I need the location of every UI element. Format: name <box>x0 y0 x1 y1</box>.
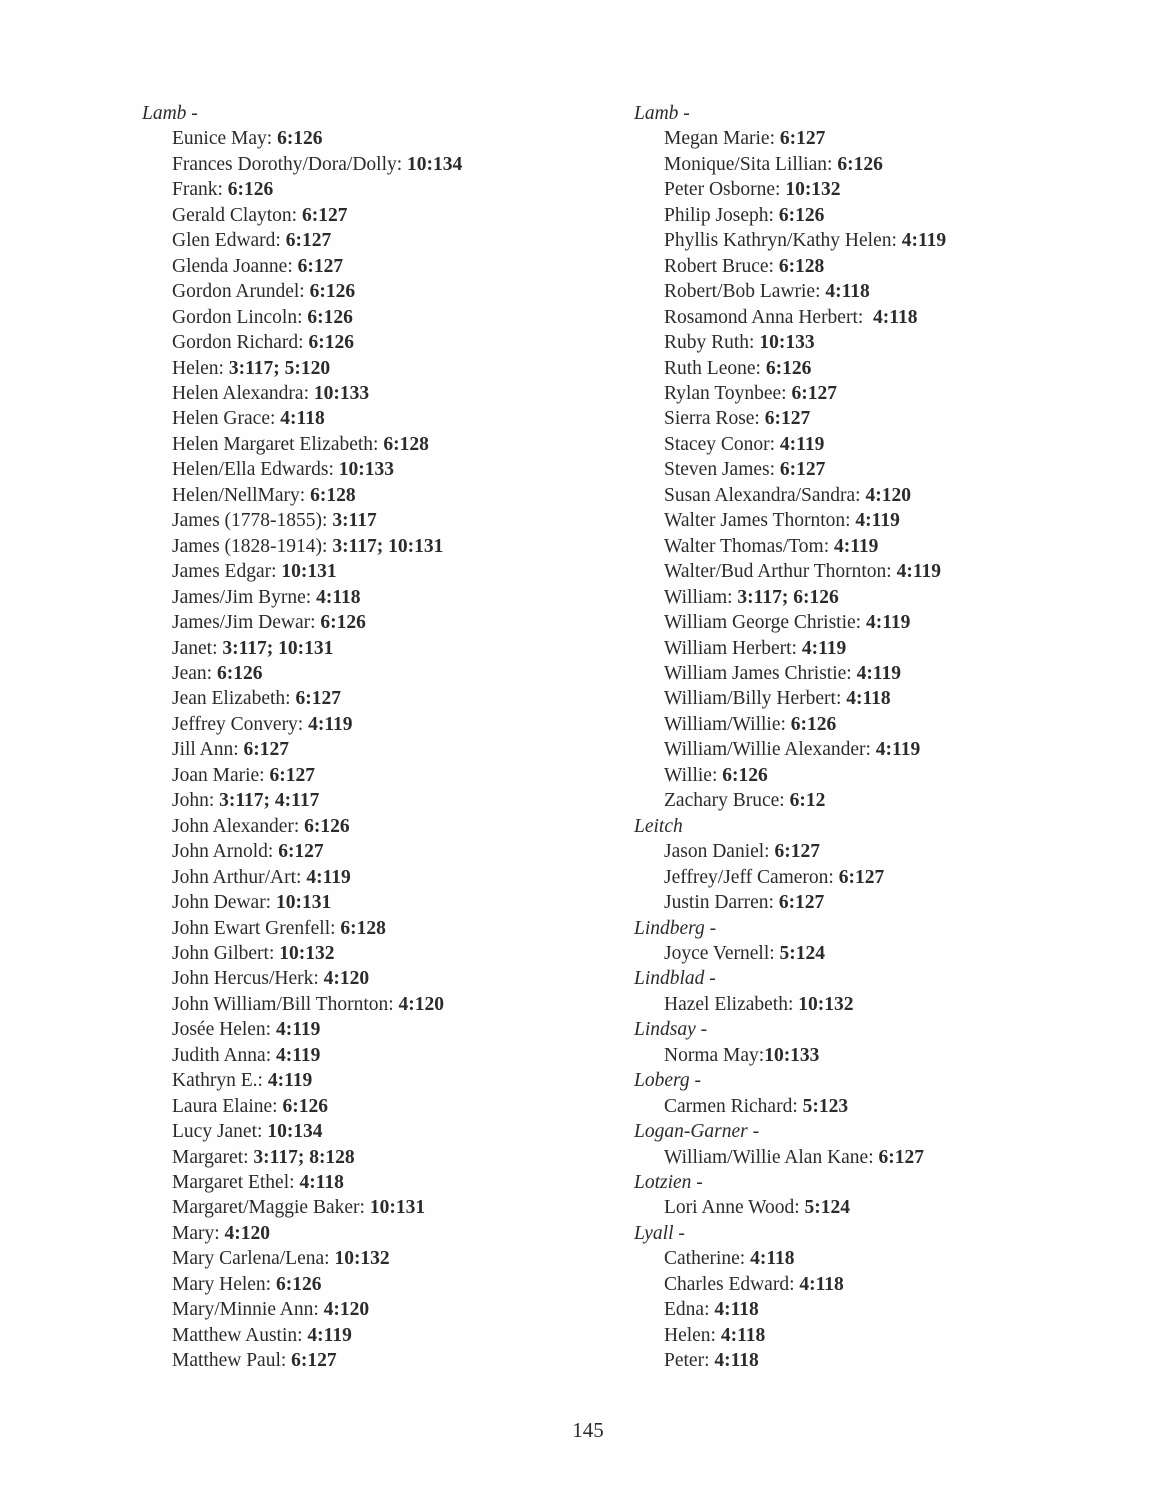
entry-name: Megan Marie: <box>664 128 780 150</box>
entry-name: Helen: <box>664 1324 721 1346</box>
index-entry <box>634 483 1074 508</box>
entry-name: James Edgar: <box>172 561 282 583</box>
entry-name: Jeffrey Convery: <box>172 713 309 735</box>
index-entry <box>634 865 1074 890</box>
index-entry <box>142 966 582 991</box>
entry-volume-page-reference: 6:126 <box>722 764 768 786</box>
index-entry <box>634 177 1074 202</box>
index-entry <box>142 559 582 584</box>
entry-volume-page-reference: 4:119 <box>779 433 825 455</box>
entry-name: Monique/Sita Lillian: <box>664 153 838 175</box>
index-entry <box>634 1323 1074 1348</box>
index-entry <box>142 279 582 304</box>
index-entry <box>634 330 1074 355</box>
entry-volume-page-reference: 10:133 <box>759 332 815 354</box>
entry-volume-page-reference: 4:119 <box>855 510 900 532</box>
entry-volume-page-reference: 6:127 <box>297 255 344 277</box>
index-entry <box>142 177 582 202</box>
index-entry <box>142 203 582 228</box>
entry-name: William George Christie: <box>664 612 866 634</box>
entry-name: Jeffrey/Jeff Cameron: <box>664 866 839 888</box>
entry-volume-page-reference: 10:133 <box>764 1044 820 1066</box>
entry-name: Jean: <box>172 662 217 684</box>
index-entry <box>634 661 1074 686</box>
entry-volume-page-reference: 6:127 <box>779 128 826 150</box>
index-entry <box>634 457 1074 482</box>
entry-volume-page-reference: 4:119 <box>865 612 911 634</box>
entry-name: Ruth Leone: <box>664 357 766 379</box>
entry-volume-page-reference: 6:127 <box>243 739 290 761</box>
entry-name: Philip Joseph: <box>664 204 779 226</box>
entry-volume-page-reference: 4:118 <box>799 1273 844 1295</box>
entry-name: Judith Anna: <box>172 1044 277 1066</box>
entry-volume-page-reference: 4:120 <box>323 968 370 990</box>
entry-volume-page-reference: 4:118 <box>873 306 918 328</box>
index-entry <box>634 254 1074 279</box>
index-entry <box>142 1145 582 1170</box>
index-entry <box>142 712 582 737</box>
entry-volume-page-reference: 4:120 <box>323 1299 370 1321</box>
index-entry <box>634 1246 1074 1271</box>
index-entry <box>142 1170 582 1195</box>
entry-volume-page-reference: 10:131 <box>281 561 337 583</box>
entry-name: James/Jim Dewar: <box>172 612 321 634</box>
entry-volume-page-reference: 4:119 <box>901 230 947 252</box>
entry-volume-page-reference: 4:119 <box>306 866 351 888</box>
index-entry <box>142 890 582 915</box>
entry-name: John Arnold: <box>172 841 279 863</box>
entry-volume-page-reference: 4:119 <box>275 1019 321 1041</box>
entry-name: James (1828-1914): <box>172 535 333 557</box>
index-entry <box>634 941 1074 966</box>
entry-name: Catherine: <box>664 1248 751 1270</box>
index-entry <box>142 254 582 279</box>
entry-volume-page-reference: 6:127 <box>269 764 315 786</box>
entry-volume-page-reference: 3:117; 5:120 <box>228 357 331 379</box>
index-entry <box>142 152 582 177</box>
entry-name: Gerald Clayton: <box>172 204 302 226</box>
index-entry <box>634 1272 1074 1297</box>
entry-name: Mary Carlena/Lena: <box>172 1248 335 1270</box>
entry-volume-page-reference: 10:133 <box>313 382 370 404</box>
entry-name: Helen Margaret Elizabeth: <box>172 433 384 455</box>
index-entry <box>634 406 1074 431</box>
entry-volume-page-reference: 4:119 <box>308 713 353 735</box>
entry-name: Rylan Toynbee: <box>664 382 792 404</box>
entry-volume-page-reference: 6:128 <box>310 484 356 506</box>
entry-name: Justin Darren: <box>664 892 779 914</box>
entry-name: James/Jim Byrne: <box>172 586 317 608</box>
entry-name: Frances Dorothy/Dora/Dolly: <box>172 153 408 175</box>
entry-name: Kathryn E.: <box>172 1070 268 1092</box>
entry-name: Margaret Ethel: <box>172 1172 300 1194</box>
entry-name: Hazel Elizabeth: <box>664 993 799 1015</box>
index-entry <box>634 992 1074 1017</box>
entry-volume-page-reference: 10:132 <box>798 993 854 1015</box>
entry-name: Sierra Rose: <box>664 408 765 430</box>
entry-volume-page-reference: 10:132 <box>279 942 335 964</box>
entry-volume-page-reference: 4:119 <box>801 637 847 659</box>
entry-volume-page-reference: 4:118 <box>846 688 891 710</box>
entry-volume-page-reference: 10:132 <box>785 179 841 201</box>
entry-name: Glenda Joanne: <box>172 255 298 277</box>
entry-volume-page-reference: 6:128 <box>778 255 825 277</box>
entry-volume-page-reference: 4:119 <box>834 535 879 557</box>
entry-volume-page-reference: 4:120 <box>865 484 911 506</box>
index-entry <box>634 1297 1074 1322</box>
entry-name: Joyce Vernell: <box>664 942 780 964</box>
entry-name: William James Christie: <box>664 662 857 684</box>
entry-name: Stacey Conor: <box>664 433 780 455</box>
entry-name: Matthew Paul: <box>172 1350 292 1372</box>
index-entry <box>142 483 582 508</box>
entry-name: William/Billy Herbert: <box>664 688 847 710</box>
entry-name: Susan Alexandra/Sandra: <box>664 484 866 506</box>
entry-name: Carmen Richard: <box>664 1095 803 1117</box>
entry-volume-page-reference: 6:128 <box>383 433 429 455</box>
entry-name: Walter James Thornton: <box>664 510 856 532</box>
entry-volume-page-reference: 6:126 <box>309 281 356 303</box>
entry-volume-page-reference: 6:126 <box>790 713 837 735</box>
entry-name: John Arthur/Art: <box>172 866 307 888</box>
entry-volume-page-reference: 10:131 <box>275 892 332 914</box>
entry-volume-page-reference: 3:117 <box>332 510 377 532</box>
entry-name: Helen/NellMary: <box>172 484 311 506</box>
entry-name: Zachary Bruce: <box>664 790 790 812</box>
entry-volume-page-reference: 6:127 <box>791 382 837 404</box>
entry-volume-page-reference: 6:127 <box>838 866 885 888</box>
index-entry <box>634 890 1074 915</box>
entry-name: Gordon Arundel: <box>172 281 310 303</box>
entry-volume-page-reference: 3:117; 6:126 <box>737 586 839 608</box>
index-entry <box>634 508 1074 533</box>
entry-name: Margaret: <box>172 1146 254 1168</box>
index-entry <box>142 432 582 457</box>
entry-volume-page-reference: 4:119 <box>896 561 942 583</box>
entry-name: Joan Marie: <box>172 764 270 786</box>
index-entry <box>634 712 1074 737</box>
entry-volume-page-reference: 6:126 <box>308 332 354 354</box>
index-entry <box>142 228 582 253</box>
index-entry <box>142 330 582 355</box>
index-entry <box>142 356 582 381</box>
entry-volume-page-reference: 6:126 <box>307 306 353 328</box>
index-entry <box>142 406 582 431</box>
entry-name: Phyllis Kathryn/Kathy Helen: <box>664 230 902 252</box>
entry-volume-page-reference: 4:118 <box>720 1324 766 1346</box>
index-entry <box>634 737 1074 762</box>
index-entry <box>634 1145 1074 1170</box>
entry-volume-page-reference: 6:127 <box>291 1350 337 1372</box>
entry-volume-page-reference: 4:118 <box>750 1248 795 1270</box>
index-entry <box>142 814 582 839</box>
entry-name: John Ewart Grenfell: <box>172 917 341 939</box>
entry-name: Josée Helen: <box>172 1019 276 1041</box>
entry-volume-page-reference: 6:127 <box>278 841 324 863</box>
entry-volume-page-reference: 4:118 <box>299 1172 344 1194</box>
entry-volume-page-reference: 6:127 <box>301 204 348 226</box>
index-entry <box>142 1221 582 1246</box>
index-entry <box>634 559 1074 584</box>
entry-volume-page-reference: 5:124 <box>779 942 826 964</box>
index-entry <box>142 1119 582 1144</box>
index-entry <box>142 941 582 966</box>
entry-name: Mary Helen: <box>172 1273 276 1295</box>
surname-heading: Loberg - <box>634 1070 701 1092</box>
entry-volume-page-reference: 6:128 <box>340 917 386 939</box>
entry-volume-page-reference: 4:118 <box>825 281 870 303</box>
entry-volume-page-reference: 6:126 <box>837 153 883 175</box>
index-entry <box>634 585 1074 610</box>
entry-volume-page-reference: 6:126 <box>275 1273 322 1295</box>
entry-volume-page-reference: 4:118 <box>280 408 325 430</box>
entry-name: Walter Thomas/Tom: <box>664 535 835 557</box>
index-entry <box>634 686 1074 711</box>
entry-volume-page-reference: 3:117; 8:128 <box>253 1146 355 1168</box>
surname-heading: Lamb - <box>634 103 690 124</box>
entry-volume-page-reference: 10:131 <box>369 1197 426 1219</box>
entry-name: Helen Grace: <box>172 408 281 430</box>
index-entry <box>142 686 582 711</box>
entry-volume-page-reference: 3:117; 10:131 <box>222 637 334 659</box>
index-entry <box>634 788 1074 813</box>
entry-volume-page-reference: 5:123 <box>802 1095 849 1117</box>
index-entry <box>142 1043 582 1068</box>
entry-volume-page-reference: 4:118 <box>316 586 361 608</box>
index-entry <box>142 305 582 330</box>
entry-name: Jill Ann: <box>172 739 244 761</box>
entry-name: William/Willie: <box>664 713 791 735</box>
index-entry <box>634 1348 1074 1373</box>
entry-volume-page-reference: 6:126 <box>765 357 812 379</box>
entry-name: Robert/Bob Lawrie: <box>664 281 826 303</box>
index-entry <box>142 1094 582 1119</box>
index-entry <box>142 1272 582 1297</box>
index-column-left <box>142 101 582 1374</box>
index-entry <box>634 356 1074 381</box>
entry-name: Edna: <box>664 1299 715 1321</box>
entry-name: James (1778-1855): <box>172 510 333 532</box>
index-entry <box>634 610 1074 635</box>
entry-name: Mary/Minnie Ann: <box>172 1299 324 1321</box>
entry-name: John Gilbert: <box>172 942 280 964</box>
index-entry <box>142 1323 582 1348</box>
index-entry <box>634 228 1074 253</box>
index-entry <box>142 1017 582 1042</box>
entry-name: John Alexander: <box>172 815 305 837</box>
index-entry <box>142 839 582 864</box>
entry-volume-page-reference: 4:120 <box>398 993 445 1015</box>
index-entry <box>142 1068 582 1093</box>
surname-heading: Lamb - <box>142 103 198 124</box>
entry-volume-page-reference: 4:118 <box>714 1299 759 1321</box>
index-entry <box>634 1195 1074 1220</box>
index-entry <box>142 610 582 635</box>
entry-name: Gordon Richard: <box>172 332 309 354</box>
index-entry <box>634 279 1074 304</box>
surname-heading: Leitch <box>634 815 683 837</box>
index-entry <box>142 508 582 533</box>
entry-volume-page-reference: 5:124 <box>804 1197 851 1219</box>
entry-volume-page-reference: 3:117; 10:131 <box>332 535 444 557</box>
entry-name: Willie: <box>664 764 723 786</box>
entry-name: Laura Elaine: <box>172 1095 283 1117</box>
surname-heading: Lindsay - <box>634 1019 708 1041</box>
surname-heading: Lyall - <box>634 1222 685 1244</box>
entry-name: Mary: <box>172 1222 225 1244</box>
entry-name: Norma May: <box>664 1044 765 1066</box>
entry-volume-page-reference: 6:126 <box>277 128 323 150</box>
entry-volume-page-reference: 10:132 <box>334 1248 390 1270</box>
entry-volume-page-reference: 4:120 <box>224 1222 271 1244</box>
entry-volume-page-reference: 4:119 <box>307 1324 352 1346</box>
entry-volume-page-reference: 6:127 <box>774 841 820 863</box>
index-entry <box>634 305 1074 330</box>
entry-name: Margaret/Maggie Baker: <box>172 1197 370 1219</box>
index-entry <box>634 636 1074 661</box>
entry-name: Helen/Ella Edwards: <box>172 459 339 481</box>
entry-volume-page-reference: 6:126 <box>320 612 366 634</box>
index-entry <box>634 152 1074 177</box>
entry-volume-page-reference: 6:126 <box>778 204 825 226</box>
entry-name: Helen Alexandra: <box>172 382 314 404</box>
entry-volume-page-reference: 4:119 <box>856 662 901 684</box>
index-entry <box>634 381 1074 406</box>
entry-volume-page-reference: 6:127 <box>295 688 341 710</box>
index-entry <box>142 1246 582 1271</box>
entry-volume-page-reference: 6:126 <box>304 815 350 837</box>
entry-name: William/Willie Alexander: <box>664 739 876 761</box>
entry-volume-page-reference: 6:127 <box>764 408 811 430</box>
index-entry <box>142 381 582 406</box>
entry-name: Eunice May: <box>172 128 278 150</box>
entry-volume-page-reference: 6:127 <box>779 459 826 481</box>
entry-volume-page-reference: 4:118 <box>714 1350 759 1372</box>
entry-name: Glen Edward: <box>172 230 286 252</box>
surname-heading: Logan-Garner - <box>634 1121 760 1143</box>
entry-name: Lucy Janet: <box>172 1121 268 1143</box>
entry-volume-page-reference: 4:119 <box>276 1044 321 1066</box>
index-entry <box>142 763 582 788</box>
entry-name: Gordon Lincoln: <box>172 306 308 328</box>
index-entry <box>142 534 582 559</box>
entry-name: Janet: <box>172 637 223 659</box>
index-entry <box>634 763 1074 788</box>
index-entry <box>142 585 582 610</box>
entry-volume-page-reference: 10:133 <box>338 459 395 481</box>
entry-name: John Dewar: <box>172 892 276 914</box>
entry-volume-page-reference: 6:127 <box>285 230 332 252</box>
entry-name: Steven James: <box>664 459 780 481</box>
entry-name: Rosamond Anna Herbert: <box>664 306 874 328</box>
index-entry <box>142 1348 582 1373</box>
entry-name: Jason Daniel: <box>664 841 775 863</box>
entry-name: Jean Elizabeth: <box>172 688 296 710</box>
page-number: 145 <box>572 1418 604 1442</box>
entry-volume-page-reference: 4:119 <box>875 739 921 761</box>
index-entry <box>634 432 1074 457</box>
index-entry <box>634 839 1074 864</box>
entry-volume-page-reference: 6:126 <box>227 179 274 201</box>
entry-name: William/Willie Alan Kane: <box>664 1146 879 1168</box>
entry-name: John William/Bill Thornton: <box>172 993 399 1015</box>
entry-volume-page-reference: 10:134 <box>407 153 463 175</box>
entry-name: Robert Bruce: <box>664 255 779 277</box>
entry-name: Helen: <box>172 357 229 379</box>
entry-name: Lori Anne Wood: <box>664 1197 805 1219</box>
entry-volume-page-reference: 6:126 <box>282 1095 328 1117</box>
surname-heading: Lindblad - <box>634 968 716 990</box>
entry-volume-page-reference: 6:126 <box>216 662 263 684</box>
entry-name: Walter/Bud Arthur Thornton: <box>664 561 897 583</box>
index-entry <box>142 916 582 941</box>
index-entry <box>142 457 582 482</box>
index-entry <box>142 1195 582 1220</box>
surname-heading: Lotzien - <box>634 1172 703 1194</box>
entry-name: Charles Edward: <box>664 1273 800 1295</box>
index-entry <box>634 534 1074 559</box>
index-column-right <box>634 101 1074 1374</box>
index-entry <box>142 126 582 151</box>
index-entry <box>142 1297 582 1322</box>
entry-name: Matthew Austin: <box>172 1324 308 1346</box>
index-entry <box>142 636 582 661</box>
entry-name: John: <box>172 790 220 812</box>
entry-volume-page-reference: 3:117; 4:117 <box>219 790 320 812</box>
entry-name: William Herbert: <box>664 637 802 659</box>
index-entry <box>142 788 582 813</box>
index-entry <box>142 737 582 762</box>
entry-name: Peter Osborne: <box>664 179 786 201</box>
entry-name: Peter: <box>664 1350 715 1372</box>
entry-volume-page-reference: 6:127 <box>878 1146 924 1168</box>
surname-heading: Lindberg - <box>634 917 717 939</box>
index-entry <box>634 203 1074 228</box>
entry-name: Ruby Ruth: <box>664 332 760 354</box>
entry-volume-page-reference: 6:12 <box>789 790 826 812</box>
entry-volume-page-reference: 6:127 <box>778 892 825 914</box>
entry-name: William: <box>664 586 738 608</box>
index-entry <box>634 1043 1074 1068</box>
entry-volume-page-reference: 4:119 <box>267 1070 313 1092</box>
entry-name: Frank: <box>172 179 228 201</box>
entry-volume-page-reference: 10:134 <box>267 1121 323 1143</box>
entry-name: John Hercus/Herk: <box>172 968 324 990</box>
index-entry <box>142 661 582 686</box>
index-entry <box>634 126 1074 151</box>
index-entry <box>142 992 582 1017</box>
index-entry <box>634 1094 1074 1119</box>
index-entry <box>142 865 582 890</box>
